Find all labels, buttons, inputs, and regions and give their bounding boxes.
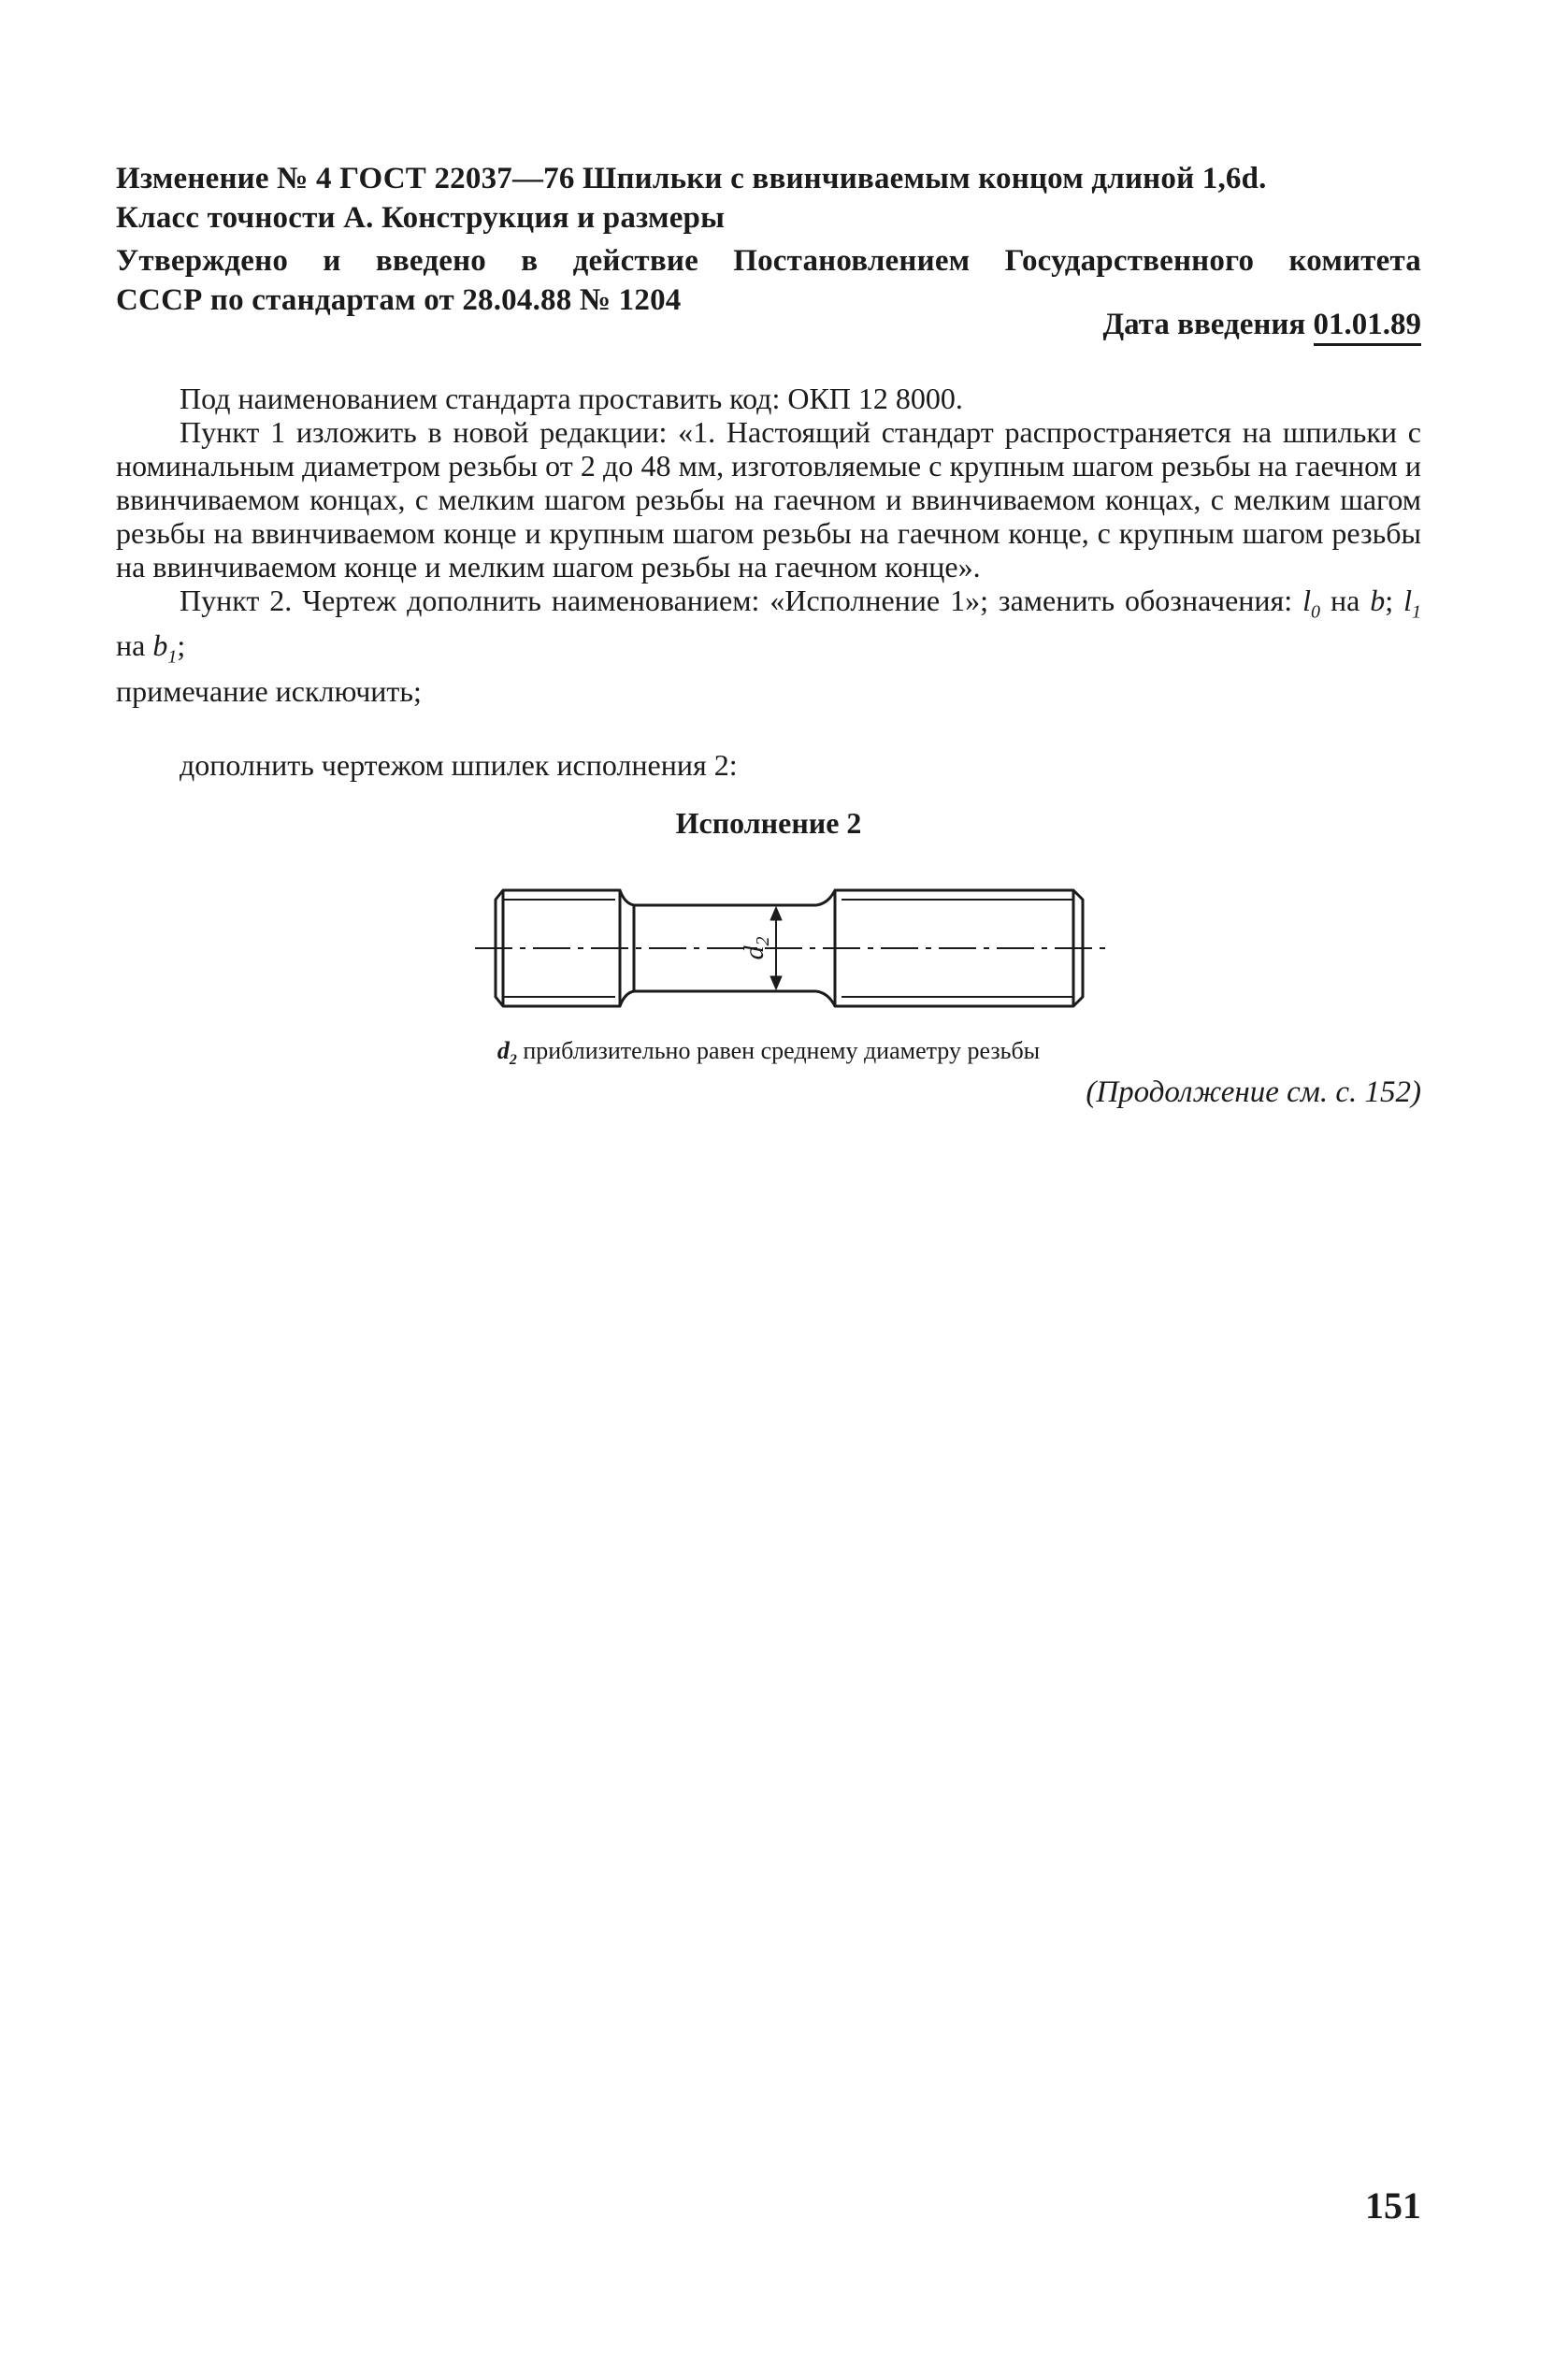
amendment-title-line-1: Изменение № 4 ГОСТ 22037—76 Шпильки с ввинчиваемым концом длиной 1,6d. — [116, 162, 1267, 195]
effective-date — [116, 305, 1421, 344]
effective-date-label: Дата введения — [1102, 308, 1306, 341]
symbol-l1: $l_1$ — [1403, 584, 1422, 623]
effective-date-value: 01.01.89 — [1314, 308, 1422, 346]
paragraph-okp-code: Под наименованием стандарта проставить код: ОКП 12 8000. — [180, 382, 963, 415]
separator-2: ; — [177, 628, 186, 663]
paragraph-point-1: Пункт 1 изложить в новой редакции: «1. Настоящий стандарт распространяется на шпильки с номинальным диаметром резьбы от 2 до 48 мм, изготовляемые с крупным шагом резьбы на гаечном и ввинчиваемом концах, с мелким шагом резьбы на гаечном и ввинчиваемом концах, с мелким шагом резьбы на ввинчиваемом конце и крупным шагом резьбы на гаечном конце, с крупным шагом резьбы на ввинчиваемом конце и мелким шагом резьбы на гаечном конце». — [116, 415, 1421, 584]
amendment-title — [116, 159, 1421, 238]
note-symbol-d2: $d_2$ — [496, 1037, 517, 1069]
continuation-note: (Продолжение см. с. 152) — [1086, 1075, 1421, 1109]
word-na-1: на — [1330, 584, 1360, 617]
approval-line-1: Утверждено и введено в действие Постановлением Государственного комитета — [116, 244, 1421, 278]
amendment-body — [116, 382, 1421, 708]
approval-line-2: СССР по стандартам от 28.04.88 № 1204 — [116, 283, 682, 317]
dimension-arrow-bottom — [770, 976, 782, 989]
paragraph-remove-note: примечание исключить; — [116, 673, 422, 708]
drawing-note — [116, 1036, 1421, 1075]
word-na-2: на — [116, 628, 146, 663]
separator-1: ; — [1385, 584, 1394, 617]
figure-title: Исполнение 2 — [675, 806, 862, 840]
paragraph-add-drawing: дополнить чертежом шпилек исполнения 2: — [180, 748, 738, 782]
amendment-title-line-2: Класс точности А. Конструкция и размеры — [116, 201, 726, 235]
symbol-b1: $b_1$ — [152, 628, 178, 668]
symbol-l0: $l_0$ — [1302, 584, 1320, 623]
dimension-arrow-top — [770, 907, 782, 920]
stud-drawing — [475, 873, 1111, 1023]
point-2-text: Пункт 2. Чертеж дополнить наименованием: «Исполнение 1»; заменить обозначения: — [180, 584, 1293, 617]
paragraph-add-drawing-wrap — [116, 748, 1421, 782]
note-text: приблизительно равен среднему диаметру резьбы — [523, 1037, 1041, 1064]
symbol-b: b — [1370, 584, 1386, 617]
page-number: 151 — [1365, 2184, 1421, 2227]
paragraph-point-2 — [116, 584, 1421, 674]
dimension-label-d2: $d_2$ — [739, 936, 773, 960]
